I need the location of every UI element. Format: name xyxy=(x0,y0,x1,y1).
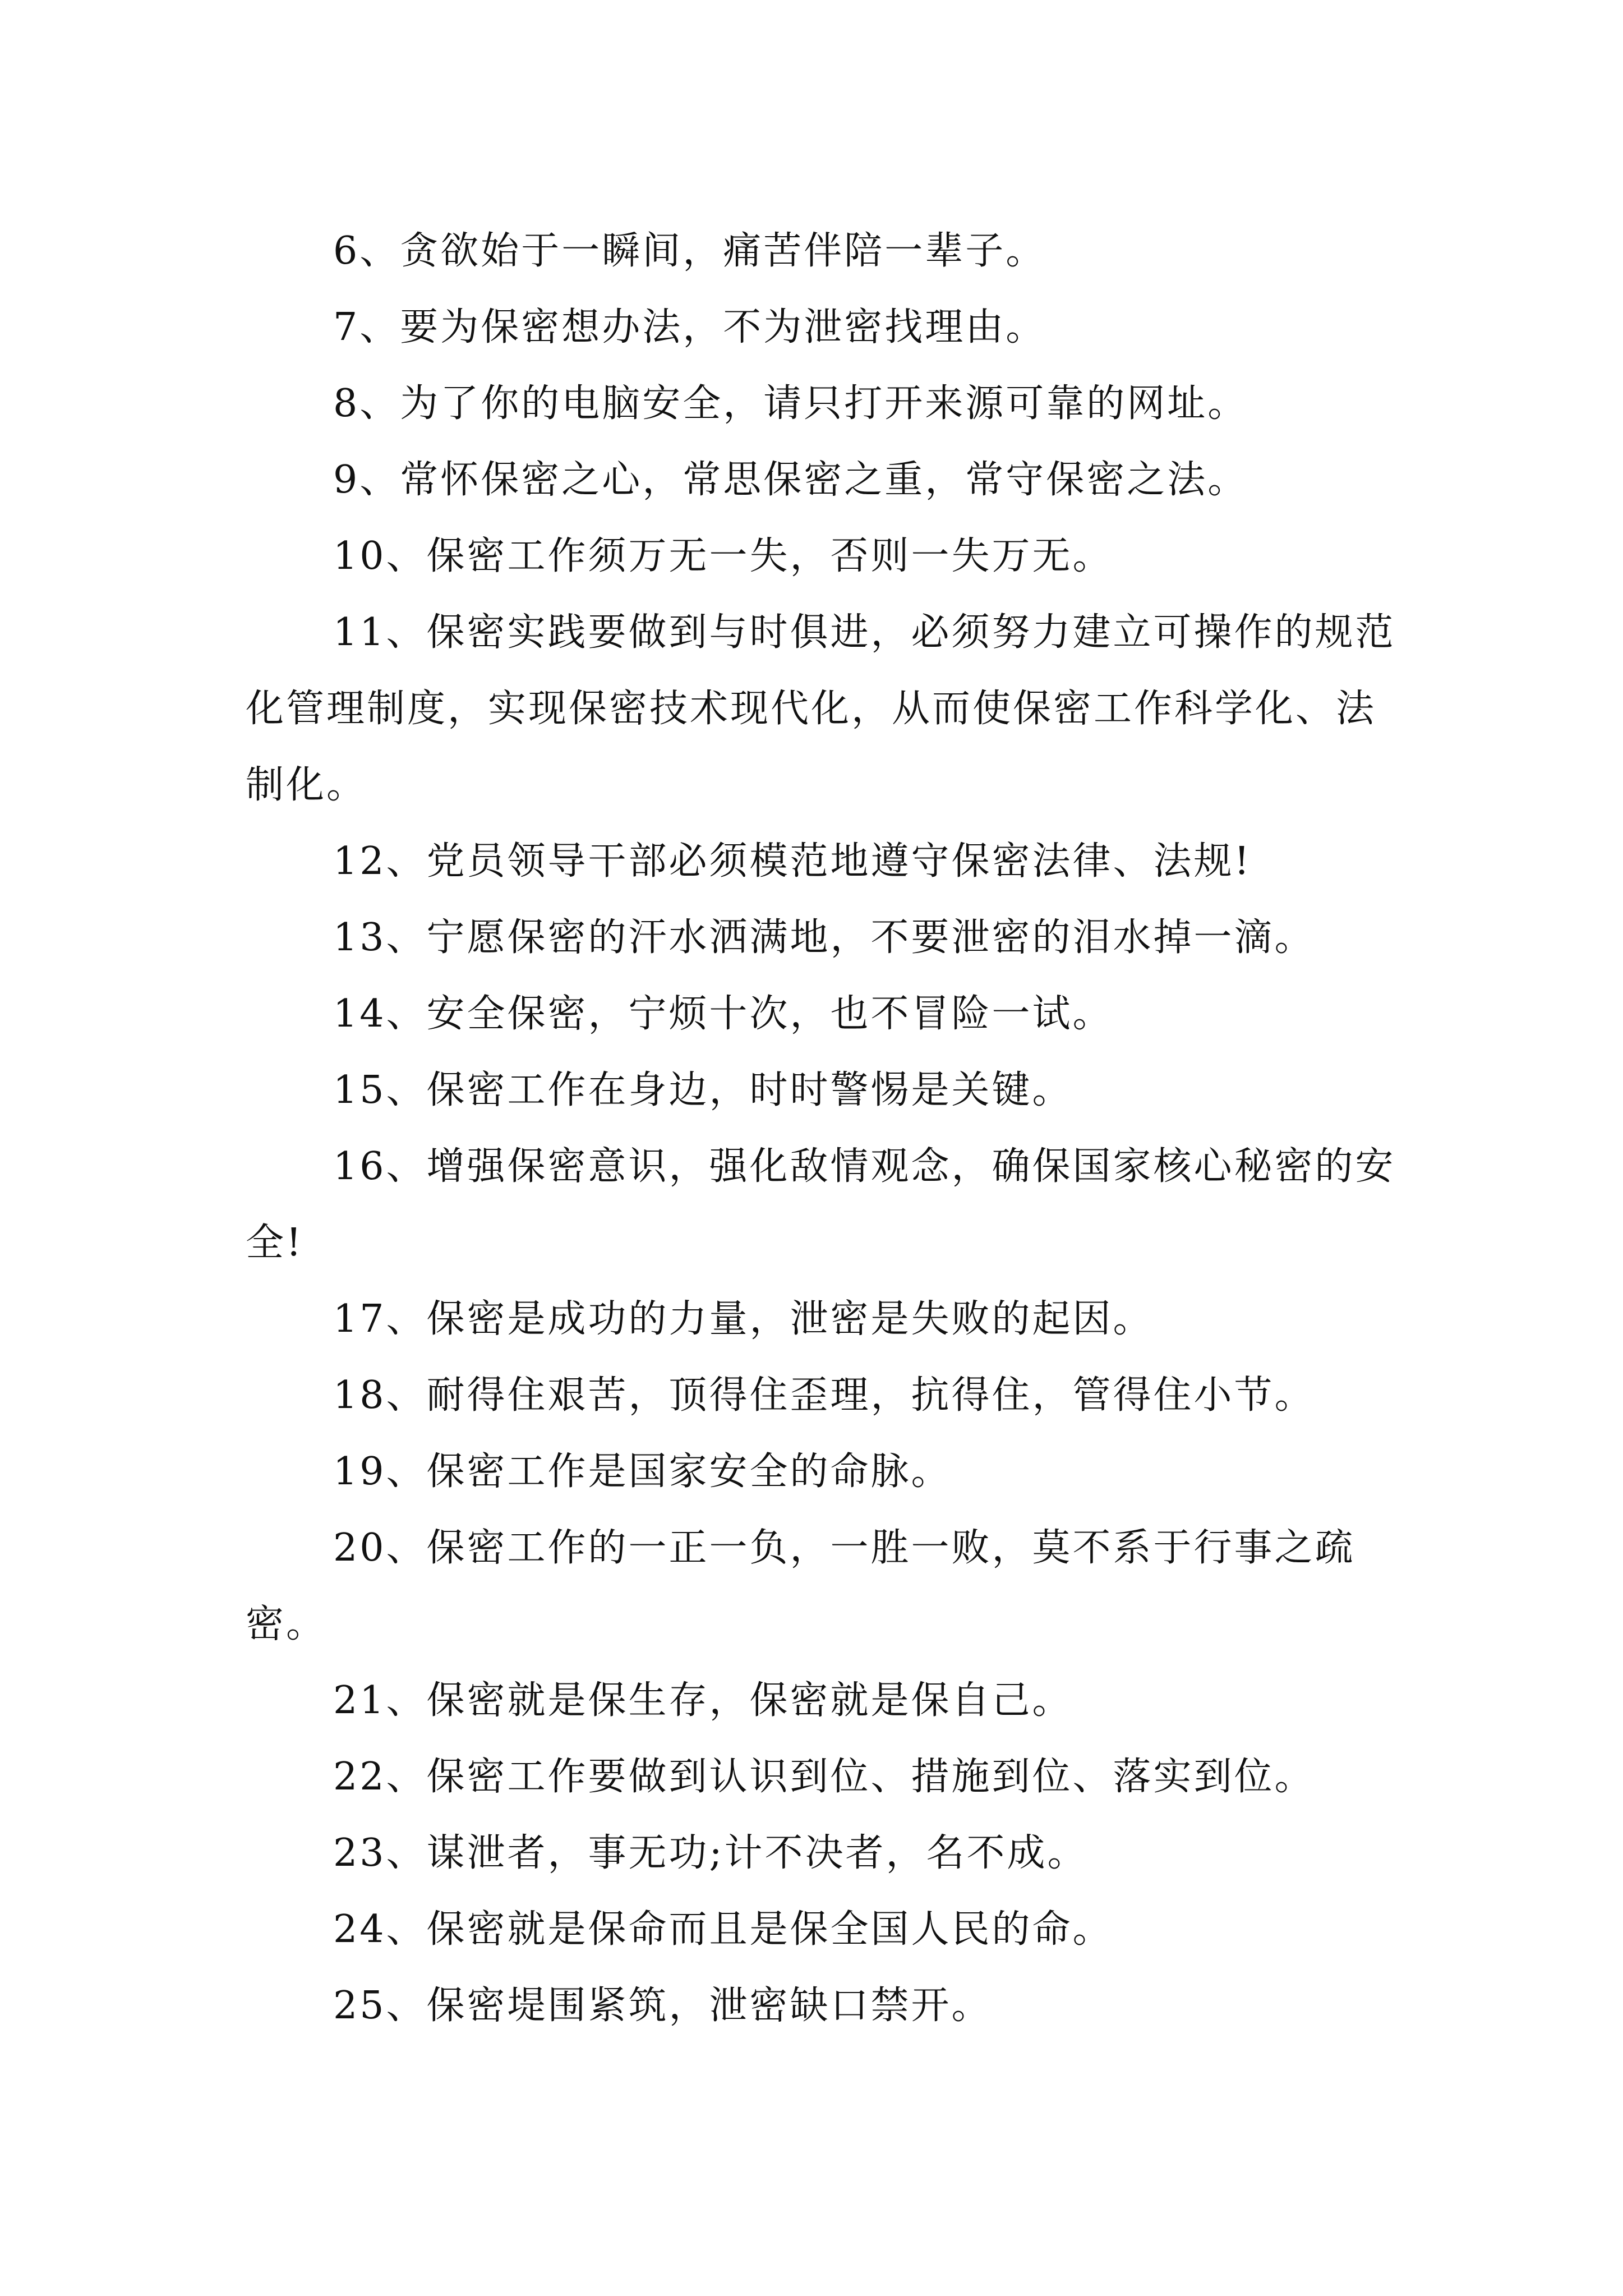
list-item: 16、增强保密意识，强化敌情观念，确保国家核心秘密的安全! xyxy=(246,1144,1396,1265)
list-item: 7、要为保密想办法，不为泄密找理由。 xyxy=(333,305,1046,349)
list-item: 13、宁愿保密的汗水洒满地，不要泄密的泪水掉一滴。 xyxy=(333,915,1315,960)
list-item: 14、安全保密，宁烦十次，也不冒险一试。 xyxy=(333,992,1113,1036)
list-item: 19、保密工作是国家安全的命脉。 xyxy=(333,1450,952,1494)
list-item: 24、保密就是保命而且是保全国人民的命。 xyxy=(333,1907,1113,1952)
list-item: 25、保密堤围紧筑，泄密缺口禁开。 xyxy=(333,1984,992,2028)
list-item: 18、耐得住艰苦，顶得住歪理，抗得住，管得住小节。 xyxy=(333,1373,1315,1418)
list-item: 12、党员领导干部必须模范地遵守保密法律、法规! xyxy=(333,839,1252,884)
list-item: 17、保密是成功的力量，泄密是失败的起因。 xyxy=(333,1297,1154,1341)
list-item: 15、保密工作在身边，时时警惕是关键。 xyxy=(333,1068,1073,1112)
document-body xyxy=(246,213,1401,2044)
list-item: 9、常怀保密之心，常思保密之重，常守保密之法。 xyxy=(333,458,1248,502)
list-item: 21、保密就是保生存，保密就是保自己。 xyxy=(333,1678,1073,1723)
list-item: 8、为了你的电脑安全，请只打开来源可靠的网址。 xyxy=(333,381,1248,426)
list-item: 6、贪欲始于一瞬间，痛苦伴陪一辈子。 xyxy=(333,229,1046,273)
list-item: 20、保密工作的一正一负，一胜一败，莫不系于行事之疏密。 xyxy=(246,1526,1355,1646)
list-item: 11、保密实践要做到与时俱进，必须努力建立可操作的规范化管理制度，实现保密技术现代化，从而使保密工作科学化、法制化。 xyxy=(246,610,1396,807)
list-item: 10、保密工作须万无一失，否则一失万无。 xyxy=(333,534,1113,578)
list-item: 22、保密工作要做到认识到位、措施到位、落实到位。 xyxy=(333,1755,1315,1799)
list-item: 23、谋泄者，事无功;计不决者，名不成。 xyxy=(333,1831,1088,1875)
